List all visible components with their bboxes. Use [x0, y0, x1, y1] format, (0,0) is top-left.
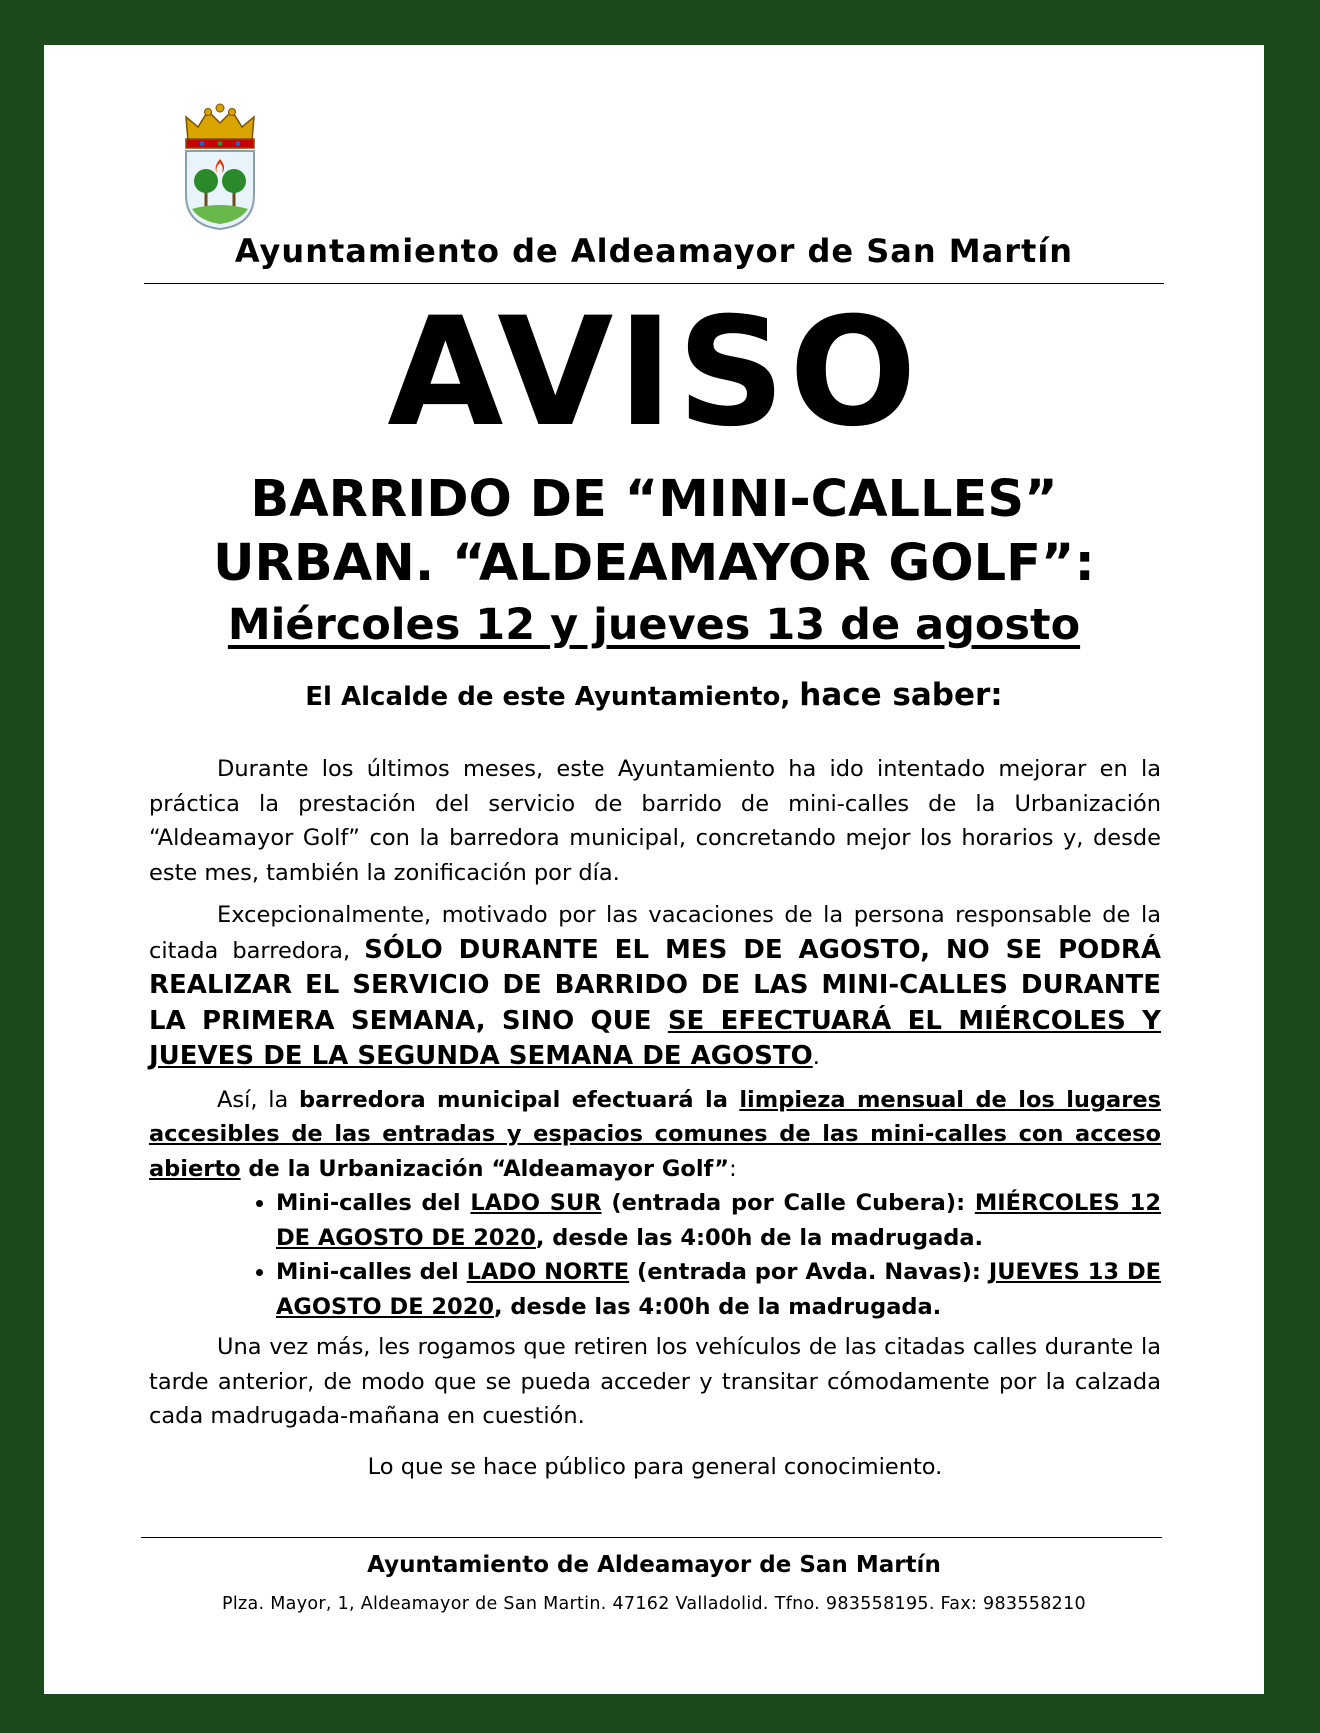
schedule-item-zone: LADO NORTE: [466, 1259, 630, 1285]
schedule-item-date: MIÉRCOLES 12 DE AGOSTO DE 2020: [276, 1190, 1161, 1251]
footer-title: Ayuntamiento de Aldeamayor de San Martín: [367, 1552, 941, 1578]
closing-statement: Lo que se hace público para general conocimiento.: [367, 1453, 943, 1480]
paragraph-3-end: :: [729, 1155, 737, 1182]
schedule-item-zone: LADO SUR: [470, 1190, 602, 1216]
header-title: Ayuntamiento de Aldeamayor de San Martín: [234, 232, 1074, 270]
paragraph-4: Una vez más, les rogamos que retiren los vehículos de las citadas calles durante la tarde anterior, de modo que se pueda acceder y transitar cómodamente por la calzada cada madrugada-mañana en cuestión.: [149, 1334, 1161, 1429]
notice-subtitle-line2: URBAN. “ALDEAMAYOR GOLF”:: [213, 534, 1095, 593]
paragraph-3-bold: barredora municipal efectuará la: [299, 1086, 740, 1113]
paragraph-2-end: .: [812, 1044, 820, 1070]
announcement-big: hace saber:: [799, 677, 1003, 713]
schedule-item-north: [276, 1255, 1161, 1324]
schedule-list: [149, 1186, 1161, 1324]
header-divider: [144, 283, 1164, 284]
notice-heading: AVISO: [387, 286, 921, 460]
schedule-item-time: , desde las 4:00h de la madrugada.: [494, 1293, 942, 1320]
announcement-lead: El Alcalde de este Ayuntamiento,: [305, 682, 800, 712]
paragraph-2-bold-underlined: SE EFECTUARÁ EL MIÉRCOLES Y JUEVES DE LA SEGUNDA SEMANA DE AGOSTO: [149, 1005, 1161, 1071]
schedule-item-time: , desde las 4:00h de la madrugada.: [535, 1224, 984, 1251]
footer-address: Plza. Mayor, 1, Aldeamayor de San Martin. 47162 Valladolid. Tfno. 983558195. Fax: 983558210: [222, 1594, 1086, 1614]
paragraph-2-bold: SÓLO DURANTE EL MES DE AGOSTO, NO SE PODRÁ REALIZAR EL SERVICIO DE BARRIDO DE LAS MINI-CALLES DURANTE LA PRIMERA SEMANA, SINO QUE: [149, 934, 1161, 1036]
schedule-item-entrance: (entrada por Avda. Navas):: [629, 1259, 989, 1285]
schedule-item-prefix: Mini-calles del: [276, 1259, 467, 1285]
notice-subtitle-line1: BARRIDO DE “MINI-CALLES”: [250, 470, 1058, 529]
notice-date: Miércoles 12 y jueves 13 de agosto: [227, 600, 1081, 650]
schedule-item-south: [276, 1186, 1161, 1255]
paragraph-2: [149, 898, 1161, 1075]
notice-body: [149, 752, 1161, 1484]
paragraph-2-intro: Excepcionalmente, motivado por las vacaciones de la persona responsable de la citada barredora,: [149, 902, 1161, 964]
schedule-item-prefix: Mini-calles del: [276, 1190, 471, 1216]
coat-of-arms-icon: [180, 103, 260, 233]
paragraph-3-bold-end: de la Urbanización “Aldeamayor Golf”: [240, 1155, 730, 1182]
schedule-item-date: JUEVES 13 DE AGOSTO DE 2020: [276, 1259, 1161, 1320]
paragraph-3-intro: Así, la: [217, 1086, 300, 1113]
paragraph-3-bold-underlined: limpieza mensual de los lugares accesibles de las entradas y espacios comunes de las mini-calles con acceso abierto: [149, 1086, 1161, 1182]
notice-page: [44, 45, 1264, 1694]
paragraph-3: [149, 1083, 1161, 1187]
schedule-item-entrance: (entrada por Calle Cubera):: [601, 1190, 975, 1216]
paragraph-1: Durante los últimos meses, este Ayuntamiento ha ido intentado mejorar en la práctica la prestación del servicio de barrido de mini-calles de la Urbanización “Aldeamayor Golf” con la barredora municipal, concretando mejor los horarios y, desde este mes, también la zonificación por día.: [149, 756, 1161, 886]
announcement: [44, 677, 1264, 713]
footer-divider: [141, 1537, 1162, 1538]
